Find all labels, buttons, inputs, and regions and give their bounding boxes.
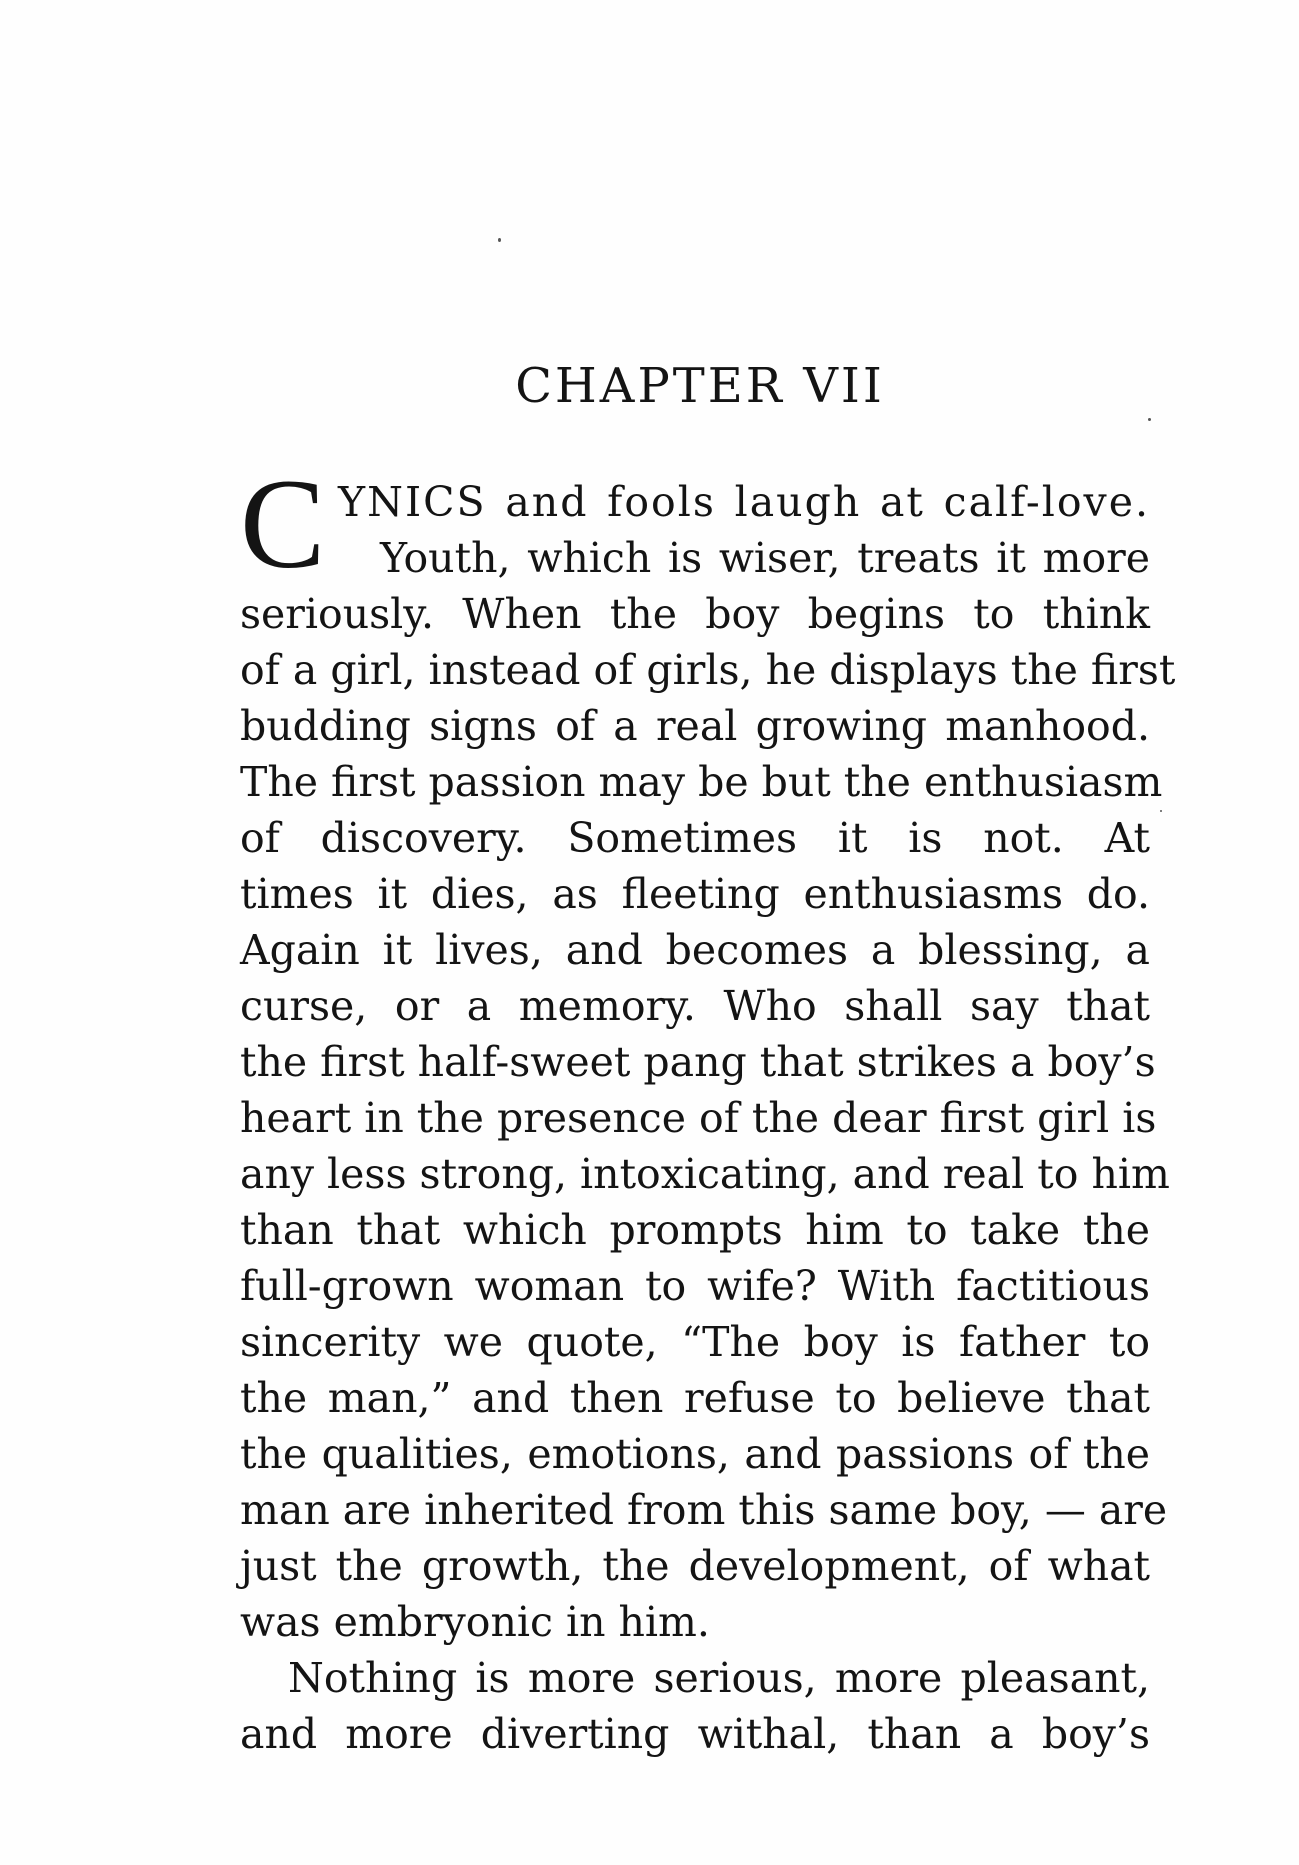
text-line: YNICS and fools laugh at calf-love.	[338, 478, 1150, 526]
text-line: of a girl, instead of girls, he displays the first	[240, 646, 1176, 694]
text-line: sincerity we quote, “The boy is father to	[240, 1318, 1150, 1366]
text-line: was embryonic in him.	[240, 1598, 710, 1646]
text-line: of discovery. Sometimes it is not. At	[240, 814, 1150, 862]
ink-speck	[498, 238, 501, 242]
text-line: curse, or a memory. Who shall say that	[240, 982, 1150, 1030]
text-line: the man,” and then refuse to believe that	[240, 1374, 1150, 1422]
text-line: than that which prompts him to take the	[240, 1206, 1150, 1254]
text-line: any less strong, intoxicating, and real to him	[240, 1150, 1170, 1198]
text-line: the first half-sweet pang that strikes a boy’s	[240, 1038, 1156, 1086]
text-line: and more diverting withal, than a boy’s	[240, 1710, 1150, 1758]
text-line: Nothing is more serious, more pleasant,	[288, 1654, 1150, 1702]
text-line: Youth, which is wiser, treats it more	[380, 534, 1150, 582]
text-line: Again it lives, and becomes a blessing, a	[240, 926, 1150, 974]
chapter-text	[240, 474, 1176, 1762]
ink-speck	[1148, 418, 1151, 421]
text-line: the qualities, emotions, and passions of the	[240, 1430, 1150, 1478]
text-line: just the growth, the development, of what	[240, 1542, 1150, 1590]
text-line: budding signs of a real growing manhood.	[240, 702, 1150, 750]
text-line: heart in the presence of the dear first girl is	[240, 1094, 1157, 1142]
text-line: man are inherited from this same boy, — are	[240, 1486, 1168, 1534]
text-line: full-grown woman to wife? With factitious	[240, 1262, 1150, 1310]
text-line: seriously. When the boy begins to think	[240, 590, 1150, 638]
text-line: The first passion may be but the enthusiasm	[240, 758, 1163, 806]
text-line: times it dies, as fleeting enthusiasms do.	[240, 870, 1150, 918]
drop-cap: C	[240, 453, 326, 595]
ink-speck	[1160, 810, 1162, 812]
chapter-title: CHAPTER VII	[515, 358, 885, 414]
